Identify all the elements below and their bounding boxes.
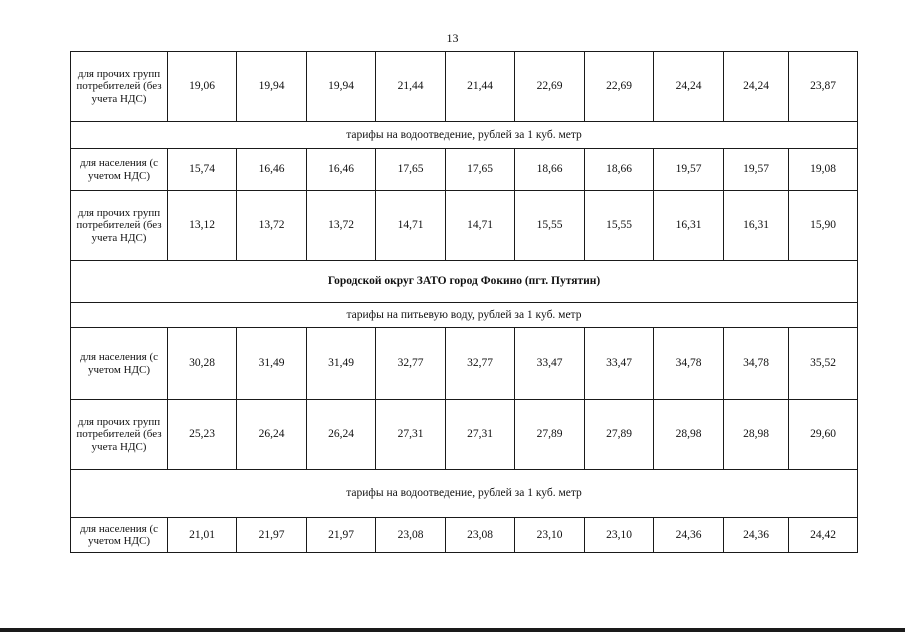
tariff-value-cell: 18,66 bbox=[515, 149, 585, 191]
tariff-value-cell: 19,57 bbox=[654, 149, 724, 191]
tariff-value-cell: 19,57 bbox=[724, 149, 789, 191]
page-number: 13 bbox=[446, 31, 459, 45]
tariff-value-cell: 21,97 bbox=[307, 518, 376, 553]
section-header-row bbox=[71, 303, 858, 328]
tariff-value-cell: 23,10 bbox=[585, 518, 654, 553]
tariff-value-cell: 18,66 bbox=[585, 149, 654, 191]
tariff-value-cell: 16,46 bbox=[307, 149, 376, 191]
tariff-value-cell: 23,08 bbox=[446, 518, 515, 553]
section-title: тарифы на питьевую воду, рублей за 1 куб. метр bbox=[71, 303, 858, 328]
tariff-value-cell: 15,74 bbox=[168, 149, 237, 191]
tariff-value-cell: 28,98 bbox=[654, 400, 724, 470]
tariff-value-cell: 21,01 bbox=[168, 518, 237, 553]
table-row bbox=[71, 328, 858, 400]
tariff-table bbox=[70, 51, 858, 553]
district-title: Городской округ ЗАТО город Фокино (пгт. Путятин) bbox=[71, 261, 858, 303]
tariff-value-cell: 22,69 bbox=[585, 52, 654, 122]
section-title: тарифы на водоотведение, рублей за 1 куб. метр bbox=[71, 470, 858, 518]
row-label: для населения (с учетом НДС) bbox=[71, 518, 168, 553]
tariff-value-cell: 19,08 bbox=[789, 149, 858, 191]
tariff-value-cell: 26,24 bbox=[237, 400, 307, 470]
tariff-table-body bbox=[71, 52, 858, 553]
tariff-value-cell: 24,36 bbox=[724, 518, 789, 553]
scan-edge-line bbox=[0, 628, 905, 632]
tariff-value-cell: 31,49 bbox=[237, 328, 307, 400]
tariff-value-cell: 17,65 bbox=[376, 149, 446, 191]
tariff-value-cell: 21,97 bbox=[237, 518, 307, 553]
tariff-value-cell: 22,69 bbox=[515, 52, 585, 122]
tariff-value-cell: 19,94 bbox=[237, 52, 307, 122]
row-label: для прочих групп потребителей (без учета НДС) bbox=[71, 191, 168, 261]
tariff-value-cell: 33,47 bbox=[585, 328, 654, 400]
tariff-value-cell: 16,46 bbox=[237, 149, 307, 191]
tariff-value-cell: 29,60 bbox=[789, 400, 858, 470]
table-row bbox=[71, 52, 858, 122]
tariff-value-cell: 15,55 bbox=[585, 191, 654, 261]
section-header-row bbox=[71, 122, 858, 149]
table-row bbox=[71, 400, 858, 470]
tariff-value-cell: 32,77 bbox=[446, 328, 515, 400]
tariff-value-cell: 27,31 bbox=[376, 400, 446, 470]
section-header-row bbox=[71, 470, 858, 518]
tariff-value-cell: 25,23 bbox=[168, 400, 237, 470]
tariff-value-cell: 15,90 bbox=[789, 191, 858, 261]
tariff-value-cell: 27,31 bbox=[446, 400, 515, 470]
tariff-value-cell: 21,44 bbox=[376, 52, 446, 122]
tariff-value-cell: 24,42 bbox=[789, 518, 858, 553]
tariff-value-cell: 23,87 bbox=[789, 52, 858, 122]
tariff-value-cell: 14,71 bbox=[376, 191, 446, 261]
tariff-value-cell: 16,31 bbox=[724, 191, 789, 261]
tariff-value-cell: 24,24 bbox=[724, 52, 789, 122]
tariff-value-cell: 30,28 bbox=[168, 328, 237, 400]
row-label: для прочих групп потребителей (без учета НДС) bbox=[71, 52, 168, 122]
row-label: для населения (с учетом НДС) bbox=[71, 149, 168, 191]
tariff-value-cell: 21,44 bbox=[446, 52, 515, 122]
tariff-value-cell: 19,06 bbox=[168, 52, 237, 122]
district-header-row bbox=[71, 261, 858, 303]
table-row bbox=[71, 191, 858, 261]
tariff-value-cell: 31,49 bbox=[307, 328, 376, 400]
table-row bbox=[71, 149, 858, 191]
tariff-value-cell: 34,78 bbox=[724, 328, 789, 400]
tariff-value-cell: 24,36 bbox=[654, 518, 724, 553]
section-title: тарифы на водоотведение, рублей за 1 куб. метр bbox=[71, 122, 858, 149]
table-row bbox=[71, 518, 858, 553]
tariff-value-cell: 23,10 bbox=[515, 518, 585, 553]
tariff-value-cell: 19,94 bbox=[307, 52, 376, 122]
tariff-value-cell: 32,77 bbox=[376, 328, 446, 400]
tariff-value-cell: 14,71 bbox=[446, 191, 515, 261]
tariff-value-cell: 27,89 bbox=[585, 400, 654, 470]
row-label: для населения (с учетом НДС) bbox=[71, 328, 168, 400]
tariff-value-cell: 16,31 bbox=[654, 191, 724, 261]
tariff-value-cell: 13,72 bbox=[307, 191, 376, 261]
tariff-value-cell: 26,24 bbox=[307, 400, 376, 470]
tariff-value-cell: 33,47 bbox=[515, 328, 585, 400]
tariff-value-cell: 24,24 bbox=[654, 52, 724, 122]
tariff-value-cell: 17,65 bbox=[446, 149, 515, 191]
row-label: для прочих групп потребителей (без учета НДС) bbox=[71, 400, 168, 470]
tariff-value-cell: 28,98 bbox=[724, 400, 789, 470]
tariff-value-cell: 27,89 bbox=[515, 400, 585, 470]
tariff-value-cell: 35,52 bbox=[789, 328, 858, 400]
tariff-value-cell: 13,12 bbox=[168, 191, 237, 261]
tariff-value-cell: 23,08 bbox=[376, 518, 446, 553]
tariff-value-cell: 13,72 bbox=[237, 191, 307, 261]
tariff-value-cell: 15,55 bbox=[515, 191, 585, 261]
tariff-value-cell: 34,78 bbox=[654, 328, 724, 400]
